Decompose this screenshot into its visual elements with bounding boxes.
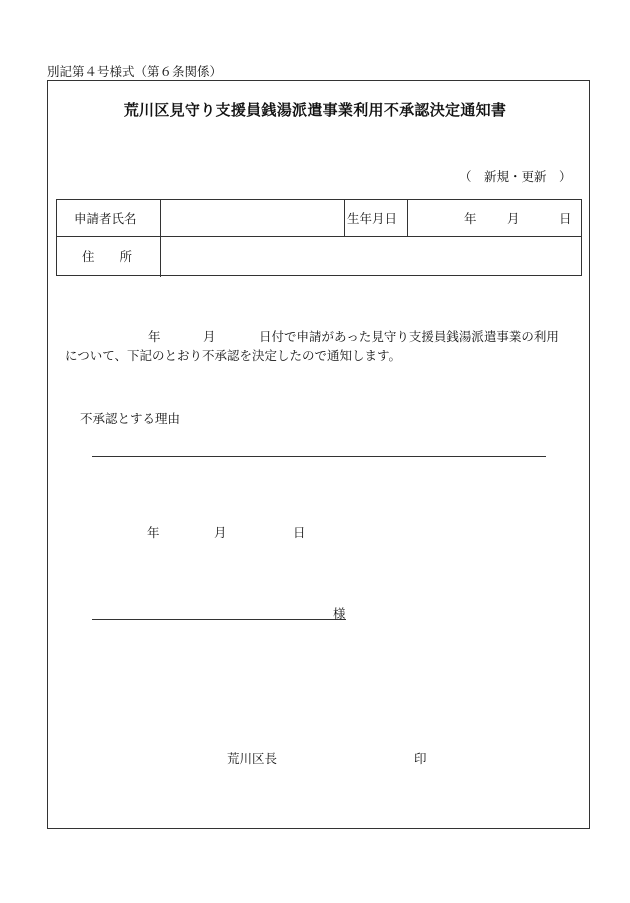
applicant-info-table <box>56 199 582 276</box>
issue-date-year-unit: 年 <box>147 525 160 540</box>
birth-year-unit: 年 <box>464 211 477 226</box>
birth-day-unit: 日 <box>559 211 572 226</box>
document-frame <box>47 80 590 829</box>
applicant-name-label: 申請者氏名 <box>74 211 137 226</box>
seal-mark: 印 <box>414 751 427 766</box>
addressee-honorific: 様 <box>333 606 346 621</box>
address-label: 住 所 <box>82 249 133 264</box>
issuer-title: 荒川区長 <box>227 751 278 766</box>
notice-text-line1: 日付で申請があった見守り支援員銭湯派遣事業の利用 <box>259 329 559 344</box>
address-field[interactable] <box>161 238 581 275</box>
table-row-divider <box>57 236 581 237</box>
notice-text-line2: について、下記のとおり不承認を決定したので通知します。 <box>65 348 402 363</box>
table-birthdate-left-divider <box>344 200 345 236</box>
application-date-year-unit: 年 <box>148 329 161 344</box>
document-title: 荒川区見守り支援員銭湯派遣事業利用不承認決定通知書 <box>123 101 507 119</box>
issue-date-day-unit: 日 <box>293 525 306 540</box>
birthdate-field[interactable] <box>408 201 581 235</box>
applicant-name-field[interactable] <box>161 201 343 235</box>
application-date-month-unit: 月 <box>203 329 216 344</box>
issue-date-month-unit: 月 <box>214 525 227 540</box>
addressee-entry-line[interactable] <box>92 619 346 620</box>
form-number-caption: 別記第４号様式（第６条関係） <box>47 64 223 79</box>
application-type-note: （ 新規・更新 ） <box>459 169 572 184</box>
reason-entry-line[interactable] <box>92 456 546 457</box>
birth-month-unit: 月 <box>507 211 520 226</box>
birthdate-label: 生年月日 <box>347 211 398 226</box>
disapproval-reason-label: 不承認とする理由 <box>80 411 181 426</box>
